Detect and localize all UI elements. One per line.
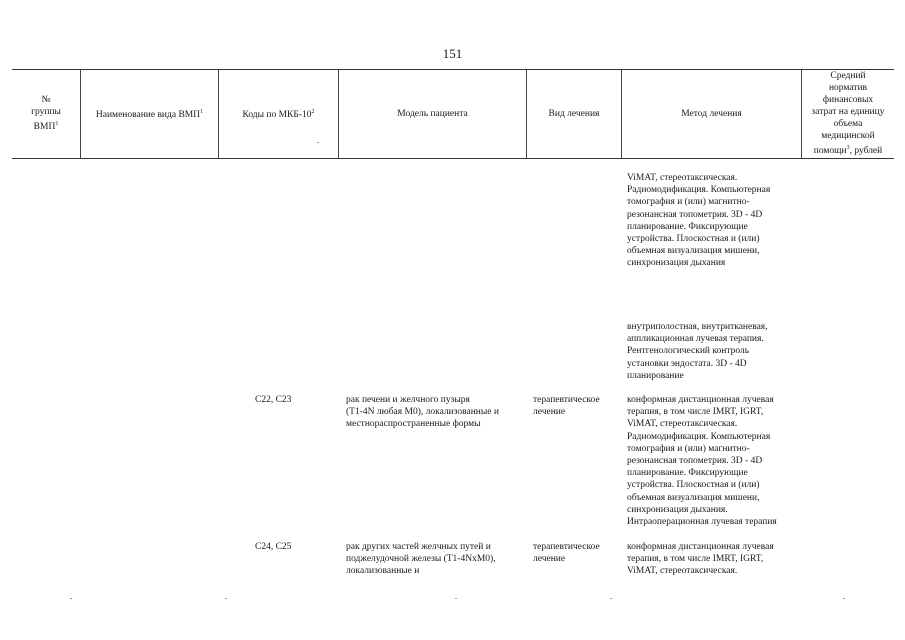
row-3-treatment: терапевтическое лечение xyxy=(533,395,600,418)
scan-speck xyxy=(843,598,845,599)
header-patient-model xyxy=(339,70,526,158)
header-group-number-text: № группы ВМП xyxy=(31,95,61,133)
scan-speck xyxy=(455,598,457,599)
scan-speck xyxy=(610,598,612,599)
row-3-codes: C22, C23 xyxy=(255,395,292,405)
header-group-number xyxy=(14,70,78,158)
row-4-method: конформная дистанционная лучевая терапия, в том числе IMRT, IGRT, ViMAT, стереотаксическая. xyxy=(627,542,774,577)
page-number: 151 xyxy=(442,46,463,61)
scan-speck xyxy=(225,598,227,599)
header-vmp-name-text: Наименование вида ВМП xyxy=(95,110,201,121)
header-patient-model-text: Модель пациента xyxy=(397,109,468,119)
header-treatment-method-text: Метод лечения xyxy=(681,109,742,119)
footnote-mark: 1 xyxy=(200,109,204,116)
row-4-patient-model: рак других частей желчных путей и поджелудочной железы (T1-4NxM0), локализованные и xyxy=(346,542,496,577)
header-treatment-type-text: Вид лечения xyxy=(548,109,600,119)
row-3-method: конформная дистанционная лучевая терапия, в том числе IMRT, IGRT, ViMAT, стереотаксическая. Радиомодификация. Компьютерная томография и (или) магнитно- резонансная топометрия. 3D - 4D планирование. Фиксирующие устройства. Плоскостная и (или) объемная визуализация мишени, синхронизация дыхания. Интраоперационная лучевая терапия xyxy=(627,395,777,528)
scan-speck xyxy=(317,142,319,143)
header-average-cost-unit: , рублей xyxy=(849,146,883,157)
scan-speck xyxy=(70,598,72,599)
header-icd-codes xyxy=(219,70,338,158)
footnote-mark: 3 xyxy=(846,145,850,152)
row-4-treatment: терапевтическое лечение xyxy=(533,542,600,565)
row-4-codes: C24, C25 xyxy=(255,542,292,552)
header-vmp-name xyxy=(81,70,218,158)
footnote-mark: 1 xyxy=(55,121,59,128)
header-treatment-type xyxy=(527,70,621,158)
header-treatment-method xyxy=(622,70,801,158)
row-2-method: внутриполостная, внутритканевая, аппликационная лучевая терапия. Рентгенологический контроль установки эндостата. 3D - 4D планирование xyxy=(627,322,768,381)
row-3-patient-model: рак печени и желчного пузыря (T1-4N любая M0), локализованные и местнораспространенные формы xyxy=(346,395,499,430)
header-bottom-border xyxy=(12,158,894,159)
header-average-cost-text: Средний норматив финансовых затрат на единицу объема медицинской помощи xyxy=(811,71,885,157)
footnote-mark: 2 xyxy=(311,109,315,116)
header-icd-codes-text: Коды по МКБ-10 xyxy=(242,110,312,121)
header-average-cost xyxy=(802,70,894,158)
row-1-method: ViMAT, стереотаксическая. Радиомодификация. Компьютерная томография и (или) магнитно- резонансная топометрия. 3D - 4D планирование. Фиксирующие устройства. Плоскостная и (или) объемная визуализация мишени, синхронизация дыхания xyxy=(627,173,771,269)
